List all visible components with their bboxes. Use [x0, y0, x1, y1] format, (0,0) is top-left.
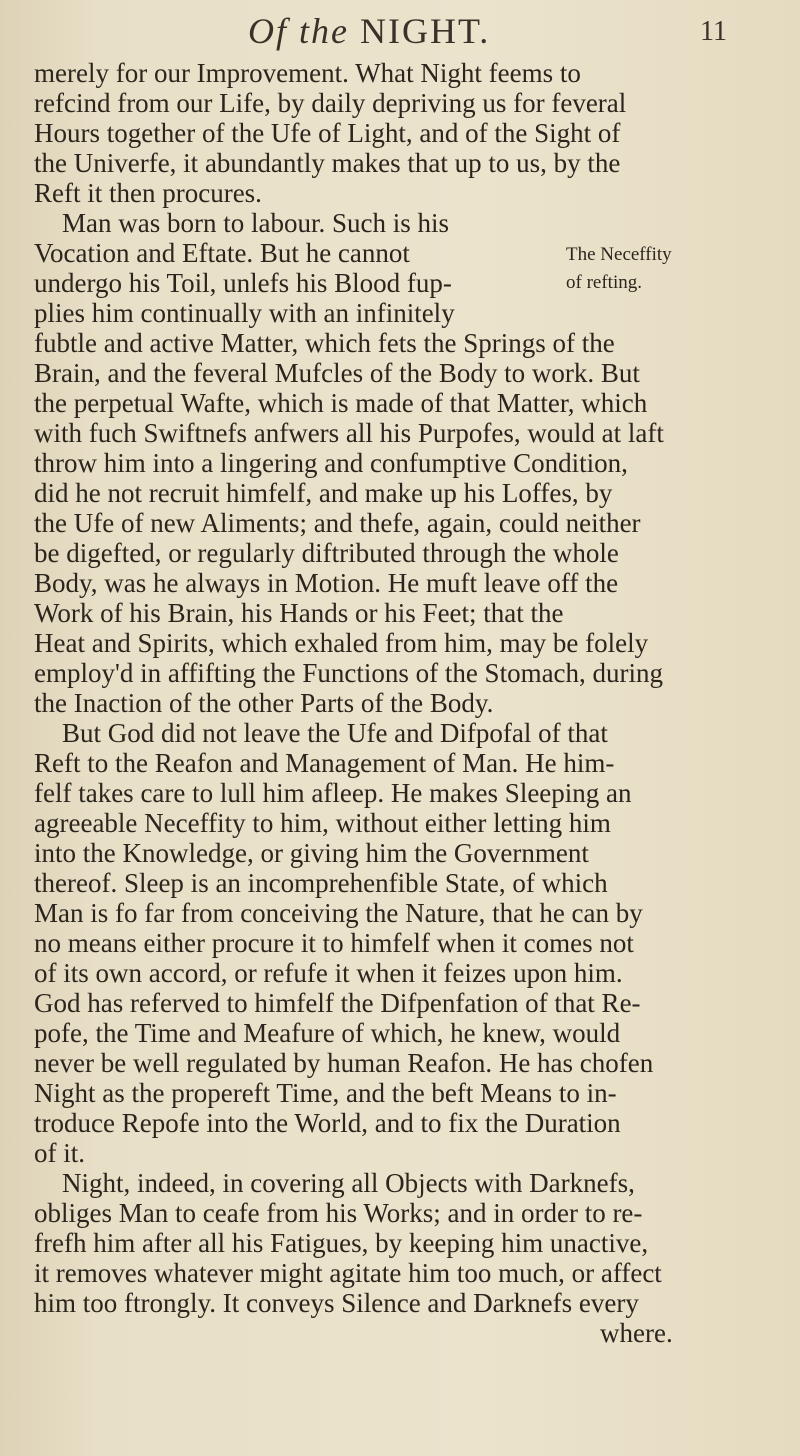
- text-line: did he not recruit himfelf, and make up his Loffes, by: [34, 478, 613, 508]
- title-main: NIGHT.: [359, 11, 491, 51]
- text-line: the Ufe of new Aliments; and thefe, again, could neither: [34, 508, 641, 538]
- text-line: the perpetual Wafte, which is made of that Matter, which: [34, 388, 648, 418]
- text-line: Body, was he always in Motion. He muft leave off the: [34, 568, 619, 598]
- text-line: pofe, the Time and Meafure of which, he knew, would: [34, 1018, 621, 1048]
- text-line: where.: [600, 1318, 673, 1348]
- text-line: agreeable Neceffity to him, without either letting him: [34, 808, 611, 838]
- text-line: Brain, and the feveral Mufcles of the Body to work. But: [34, 358, 640, 388]
- text-line: Man was born to labour. Such is his: [62, 208, 449, 238]
- text-line: refcind from our Life, by daily depriving us for feveral: [34, 88, 627, 118]
- text-line: employ'd in affifting the Functions of the Stomach, during: [34, 658, 664, 688]
- text-line: God has referved to himfelf the Difpenfation of that Re-: [34, 988, 641, 1018]
- text-line: undergo his Toil, unlefs his Blood fup-: [34, 268, 452, 298]
- text-line: frefh him after all his Fatigues, by keeping him unactive,: [34, 1228, 649, 1258]
- running-title: [248, 10, 490, 52]
- text-line: Man is fo far from conceiving the Nature, that he can by: [34, 898, 643, 928]
- margin-note-line: of refting.: [566, 272, 642, 293]
- text-line: it removes whatever might agitate him too much, or affect: [34, 1258, 662, 1288]
- text-line: of it.: [34, 1138, 85, 1168]
- text-line: Vocation and Eftate. But he cannot: [34, 238, 410, 268]
- text-line: into the Knowledge, or giving him the Government: [34, 838, 589, 868]
- text-line: obliges Man to ceafe from his Works; and in order to re-: [34, 1198, 643, 1228]
- text-line: Hours together of the Ufe of Light, and of the Sight of: [34, 118, 621, 148]
- text-line: the Univerfe, it abundantly makes that up to us, by the: [34, 148, 621, 178]
- text-line: with fuch Swiftnefs anfwers all his Purpofes, would at laft: [34, 418, 664, 448]
- title-prefix: Of: [248, 11, 288, 51]
- text-line: Night as the propereft Time, and the beft Means to in-: [34, 1078, 617, 1108]
- text-line: thereof. Sleep is an incomprehenfible State, of which: [34, 868, 608, 898]
- text-line: no means either procure it to himfelf when it comes not: [34, 928, 634, 958]
- text-line: him too ftrongly. It conveys Silence and Darknefs every: [34, 1288, 639, 1318]
- title-the: the: [299, 11, 349, 51]
- text-line: Reft it then procures.: [34, 178, 262, 208]
- text-line: of its own accord, or refufe it when it feizes upon him.: [34, 958, 623, 988]
- text-line: never be well regulated by human Reafon. He has chofen: [34, 1048, 654, 1078]
- text-line: felf takes care to lull him afleep. He makes Sleeping an: [34, 778, 632, 808]
- text-line: be digefted, or regularly diftributed through the whole: [34, 538, 619, 568]
- page-number: 11: [700, 16, 727, 47]
- text-line: Night, indeed, in covering all Objects with Darknefs,: [62, 1168, 635, 1198]
- margin-note-line: The Neceffity: [566, 244, 672, 265]
- text-line: troduce Repofe into the World, and to fix the Duration: [34, 1108, 621, 1138]
- running-header: [0, 8, 800, 60]
- text-line: merely for our Improvement. What Night feems to: [34, 58, 581, 88]
- text-line: Work of his Brain, his Hands or his Feet; that the: [34, 598, 564, 628]
- text-line: Heat and Spirits, which exhaled from him, may be folely: [34, 628, 649, 658]
- text-line: throw him into a lingering and confumptive Condition,: [34, 448, 628, 478]
- text-line: But God did not leave the Ufe and Difpofal of that: [62, 718, 608, 748]
- text-line: the Inaction of the other Parts of the Body.: [34, 688, 494, 718]
- text-line: Reft to the Reafon and Management of Man. He him-: [34, 748, 615, 778]
- text-line: fubtle and active Matter, which fets the Springs of the: [34, 328, 615, 358]
- text-line: plies him continually with an infinitely: [34, 298, 455, 328]
